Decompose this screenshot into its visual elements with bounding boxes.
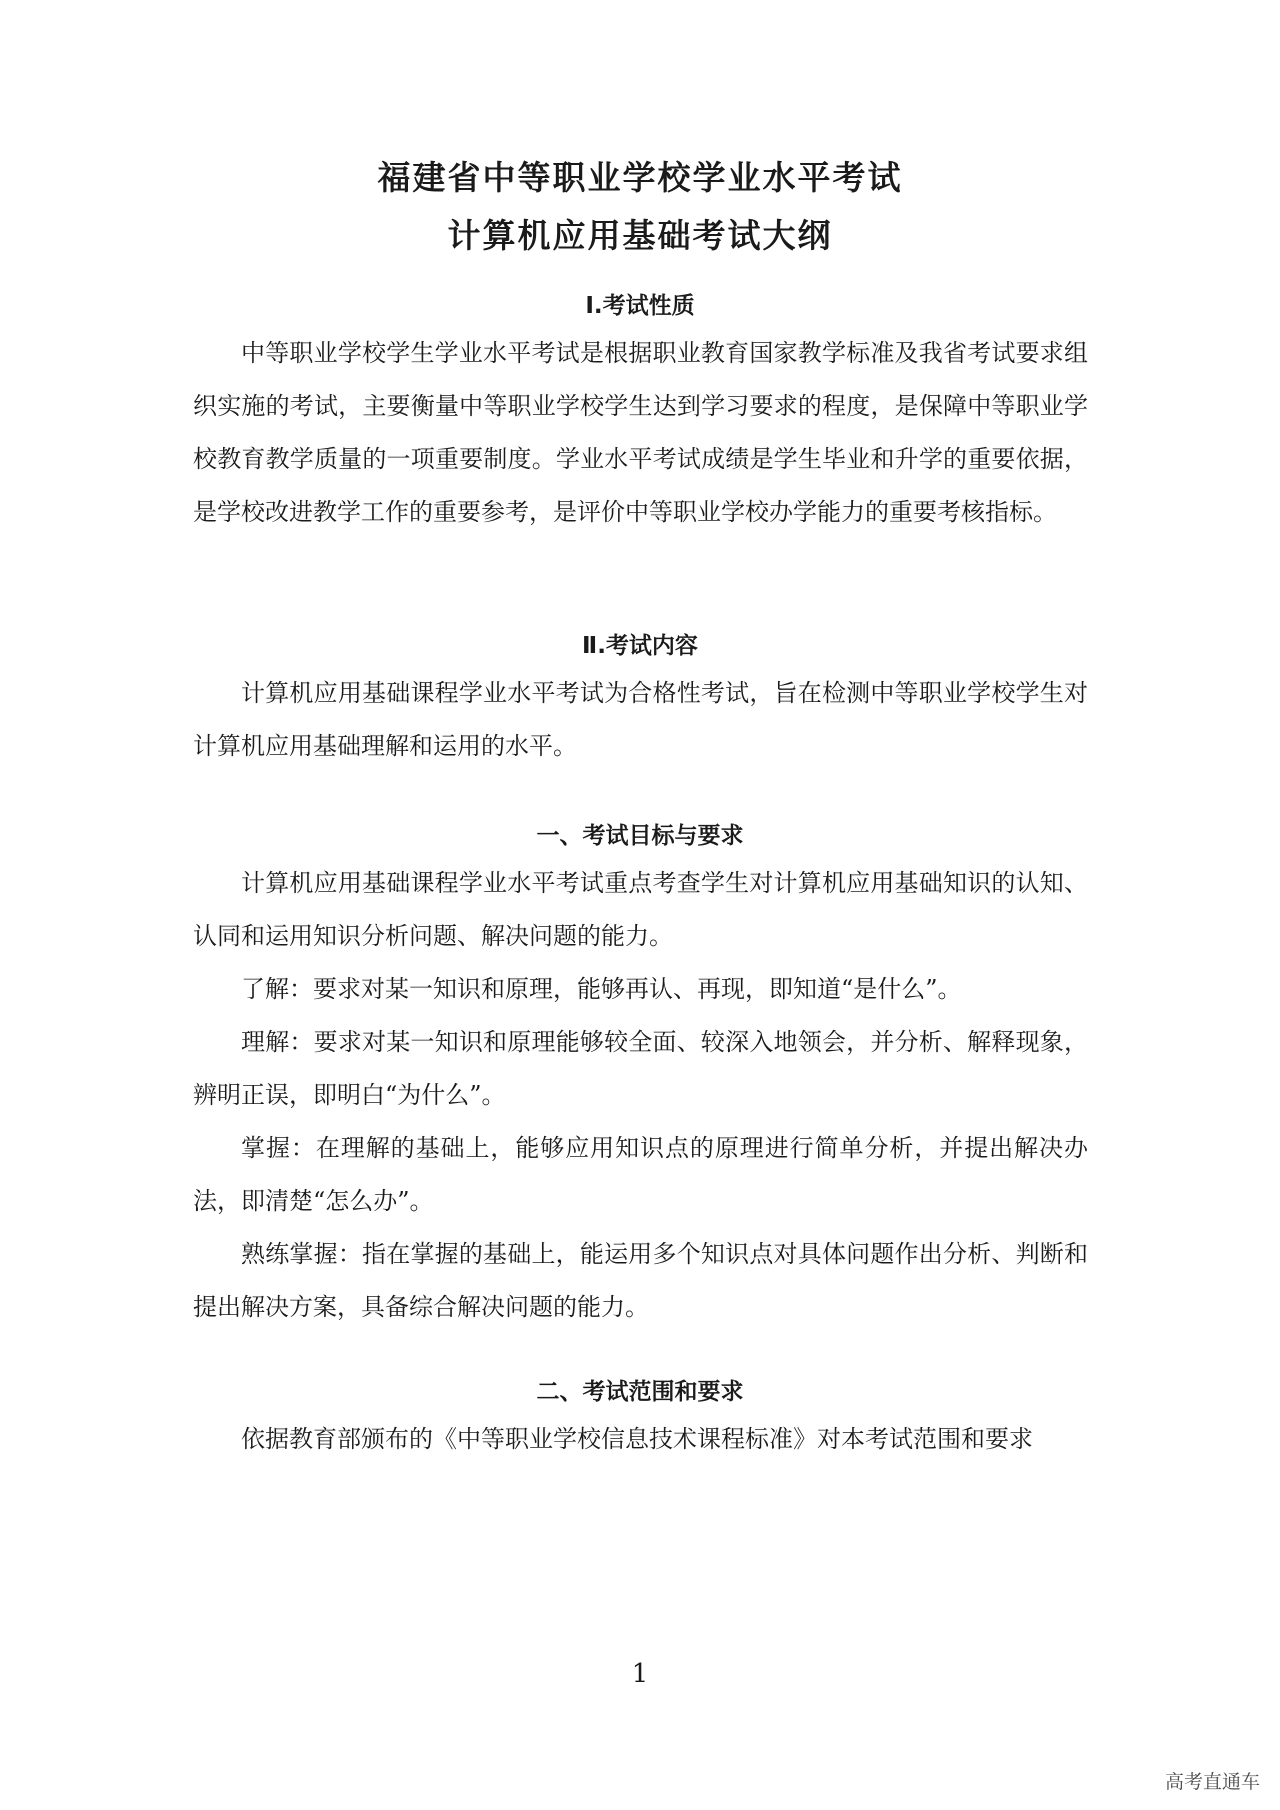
paragraph-goals-intro: 计算机应用基础课程学业水平考试重点考查学生对计算机应用基础知识的认知、认同和运用知识分析问题、解决问题的能力。 [193,869,1088,950]
subsection-heading-scope: 二、考试范围和要求 [536,1379,744,1405]
page-number: 1 [631,1659,649,1689]
section-paragraph-nature: 中等职业学校学生学业水平考试是根据职业教育国家教学标准及我省考试要求组织实施的考试，主要衡量中等职业学校学生达到学习要求的程度，是保障中等职业学校教育教学质量的一项重要制度。学业水平考试成绩是学生毕业和升学的重要依据，是学校改进教学工作的重要参考，是评价中等职业学校办学能力的重要考核指标。 [193,339,1088,526]
section-paragraph-content: 计算机应用基础课程学业水平考试为合格性考试，旨在检测中等职业学校学生对计算机应用基础理解和运用的水平。 [193,679,1088,760]
section-heading-content: Ⅱ.考试内容 [582,633,698,659]
paragraph-level-master: 掌握：在理解的基础上，能够应用知识点的原理进行简单分析，并提出解决办法，即清楚“怎么办”。 [193,1134,1088,1215]
section-heading-nature: Ⅰ.考试性质 [585,293,695,319]
document-title-line-1: 福建省中等职业学校学业水平考试 [377,158,903,197]
paragraph-level-comprehend: 理解：要求对某一知识和原理能够较全面、较深入地领会，并分析、解释现象，辨明正误，即明白“为什么”。 [193,1028,1088,1109]
watermark-text: 高考直通车 [1164,1771,1260,1793]
subsection-heading-goals: 一、考试目标与要求 [536,823,744,849]
paragraph-level-proficient: 熟练掌握：指在掌握的基础上，能运用多个知识点对具体问题作出分析、判断和提出解决方案，具备综合解决问题的能力。 [193,1240,1088,1321]
paragraph-level-understand-basic: 了解：要求对某一知识和原理，能够再认、再现，即知道“是什么”。 [241,975,962,1003]
paragraph-scope: 依据教育部颁布的《中等职业学校信息技术课程标准》对本考试范围和要求 [241,1425,1033,1453]
document-title-line-2: 计算机应用基础考试大纲 [447,216,833,255]
